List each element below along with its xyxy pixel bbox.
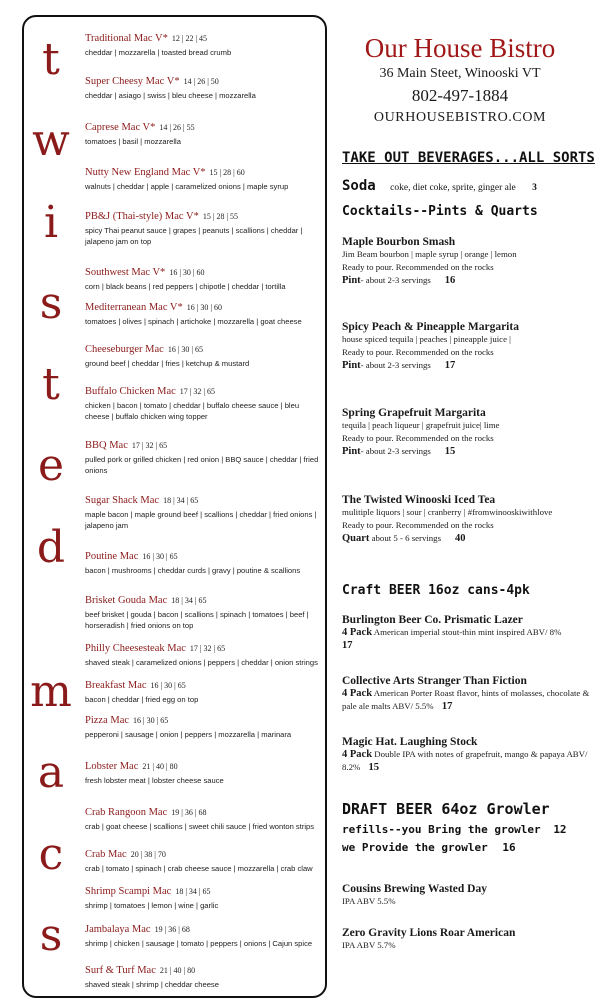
cocktail-ready: Ready to pour. Recommended on the rocks [342,262,494,272]
mac-desc: shaved steak | caramelized onions | peppers | cheddar | onion strings [85,658,318,667]
mac-price: 18 | 34 | 65 [171,596,207,605]
cocktail-name: Spring Grapefruit Margarita [342,407,486,419]
mac-item [85,28,325,58]
mac-name: Super Cheesy Mac V* [85,76,180,87]
growler-refill-row [342,823,567,836]
mac-desc: crab | tomato | spinach | crab cheese sauce | mozzarella | crab claw [85,864,313,873]
mac-name: Crab Rangoon Mac [85,807,168,818]
mac-name: PB&J (Thai-style) Mac V* [85,211,199,222]
mac-item [85,590,325,631]
mac-price: 14 | 26 | 55 [159,123,195,132]
soda-label: Soda [342,178,376,194]
mac-name: Pizza Mac [85,715,130,726]
beer-name: Burlington Beer Co. Prismatic Lazer [342,614,523,626]
cocktail-size: Pint [342,446,361,457]
mac-item [85,490,325,531]
mac-item [85,435,325,476]
beverages-heading: TAKE OUT BEVERAGES...ALL SORTS [342,150,595,166]
mac-price: 16 | 30 | 65 [150,681,186,690]
mac-item [85,117,325,147]
vertical-letter: m [30,666,72,718]
mac-name: Sugar Shack Mac [85,495,160,506]
mac-item [85,297,325,327]
draft-desc: IPA ABV 5.5% [342,896,396,906]
mac-price: 17 | 32 | 65 [179,387,215,396]
mac-price: 19 | 36 | 68 [171,808,207,817]
growler-provide-text: we Provide the growler [342,841,488,854]
beer-item [342,736,602,774]
twisted-macs-vertical-title [24,34,78,961]
vertical-letter: w [32,115,70,167]
mac-desc: maple bacon | maple ground beef | scallions | cheddar | fried onions | jalapeno jam [85,510,317,530]
cocktail-price: 15 [444,446,456,457]
draft-beer-heading: DRAFT BEER 64oz Growler [342,800,550,818]
mac-name: Lobster Mac [85,761,139,772]
mac-desc: shrimp | chicken | sausage | tomato | peppers | onions | Cajun spice [85,939,313,948]
mac-desc: tomatoes | olives | spinach | artichoke | mozzarella | goat cheese [85,317,302,326]
mac-desc: pepperoni | sausage | onion | peppers | mozzarella | marinara [85,730,292,739]
mac-name: BBQ Mac [85,440,128,451]
cocktail-size-note: - about 2-3 servings [360,446,431,456]
mac-name: Philly Cheesesteak Mac [85,643,186,654]
mac-desc: ground beef | cheddar | fries | ketchup & mustard [85,359,250,368]
cocktail-ready: Ready to pour. Recommended on the rocks [342,433,494,443]
mac-desc: pulled pork or grilled chicken | red onion | BBQ sauce | cheddar | fried onions [85,455,319,475]
mac-price: 14 | 26 | 50 [183,77,219,86]
mac-desc: bacon | mushrooms | cheddar curds | gravy | poutine & scallions [85,566,301,575]
cocktail-price: 16 [444,275,456,286]
mac-desc: cheddar | mozzarella | toasted bread crumb [85,48,232,57]
cocktail-desc: house spiced tequila | peaches | pineapple juice | [342,334,511,344]
mac-name: Breakfast Mac [85,680,147,691]
draft-item [342,927,602,952]
mac-item [85,339,325,369]
restaurant-address: 36 Main Steet, Winooski VT [379,66,541,81]
mac-price: 16 | 30 | 60 [169,268,205,277]
beer-pack: 4 Pack [342,688,373,699]
mac-price: 16 | 30 | 65 [167,345,204,354]
vertical-letter: a [37,747,65,799]
soda-items: coke, diet coke, sprite, ginger ale [390,183,516,193]
mac-price: 16 | 30 | 65 [133,716,169,725]
mac-price: 18 | 34 | 65 [163,496,199,505]
cocktail-price: 40 [455,533,466,544]
mac-item [85,802,325,832]
mac-desc: spicy Thai peanut sauce | grapes | peanuts | scallions | cheddar | jalapeno jam on top [85,226,303,246]
beer-item [342,614,602,652]
vertical-letter: t [42,359,60,411]
mac-price: 16 | 30 | 60 [186,303,222,312]
growler-provide-row [342,841,516,854]
mac-desc: cheddar | asiago | swiss | bleu cheese | mozzarella [85,91,256,100]
cocktail-desc: Jim Beam bourbon | maple syrup | orange | lemon [342,249,517,259]
beer-price: 15 [368,762,380,773]
mac-item [85,675,325,705]
vertical-letter: c [38,828,64,880]
mac-price: 16 | 30 | 65 [142,552,178,561]
cocktail-size: Pint [342,360,361,371]
beer-pack: 4 Pack [342,627,373,638]
vertical-letter: i [43,196,59,248]
mac-desc: fresh lobster meat | lobster cheese sauce [85,776,224,785]
cocktail-name: Spicy Peach & Pineapple Margarita [342,321,519,333]
mac-item [85,546,325,576]
mac-desc: chicken | bacon | tomato | cheddar | buffalo cheese sauce | bleu cheese | buffalo chicken wing topper [85,401,300,421]
mac-name: Surf & Turf Mac [85,965,156,976]
mac-item [85,381,325,422]
mac-name: Jambalaya Mac [85,924,151,935]
beer-price: 17 [342,640,353,651]
mac-item [85,881,325,911]
cocktail-desc: mulitiple liquors | sour | cranberry | #fromwinooskiwithlove [342,507,553,517]
mac-desc: shaved steak | shrimp | cheddar cheese [85,980,219,989]
vertical-letter: s [39,277,63,329]
beer-name: Magic Hat. Laughing Stock [342,736,478,748]
mac-price: 18 | 34 | 65 [175,887,211,896]
cocktail-size-note: about 5 - 6 servings [369,533,442,543]
mac-item [85,844,325,874]
cocktail-ready: Ready to pour. Recommended on the rocks [342,347,494,357]
mac-price: 17 | 32 | 65 [189,644,226,653]
mac-price: 21 | 40 | 80 [142,762,178,771]
mac-desc: beef brisket | gouda | bacon | scallions | spinach | tomatoes | beef | horseradish | fried onions on top [85,610,309,630]
mac-name: Buffalo Chicken Mac [85,386,176,397]
mac-desc: walnuts | cheddar | apple | caramelized onions | maple syrup [85,182,289,191]
cocktail-desc: tequila | peach liqueur | grapefruit juice| lime [342,420,500,430]
mac-desc: bacon | cheddar | fried egg on top [85,695,199,704]
restaurant-website: OURHOUSEBISTRO.COM [373,110,547,125]
cocktail-size-note: - about 2-3 servings [360,275,431,285]
draft-item [342,883,602,908]
mac-item [85,162,325,192]
mac-name: Southwest Mac V* [85,267,166,278]
beer-item [342,675,602,713]
mac-item [85,710,325,740]
mac-item [85,919,325,949]
mac-name: Shrimp Scampi Mac [85,886,172,897]
mac-price: 15 | 28 | 60 [209,168,245,177]
vertical-letter: e [37,440,65,492]
mac-name: Nutty New England Mac V* [85,167,206,178]
restaurant-phone: 802-497-1884 [411,86,509,105]
mac-name: Mediterranean Mac V* [85,302,183,313]
beer-price: 17 [441,701,453,712]
restaurant-title: Our House Bistro [364,33,556,63]
soda-price: 3 [532,183,537,193]
mac-price: 21 | 40 | 80 [159,966,196,975]
mac-name: Traditional Mac V* [85,33,168,44]
cocktail-item [342,236,602,287]
mac-desc: shrimp | tomatoes | lemon | wine | garlic [85,901,219,910]
mac-name: Crab Mac [85,849,127,860]
mac-price: 15 | 28 | 55 [202,212,239,221]
cocktail-size: Quart [342,533,370,544]
growler-refill-price: 12 [553,823,567,836]
mac-name: Poutine Mac [85,551,139,562]
cocktail-price: 17 [444,360,456,371]
mac-name: Brisket Gouda Mac [85,595,168,606]
beer-desc: American Porter Roast flavor, hints of molasses, chocolate & pale ale malts ABV/ 5.5% [342,688,590,711]
cocktail-size: Pint [342,275,361,286]
mac-desc: tomatoes | basil | mozzarella [85,137,181,146]
beer-pack: 4 Pack [342,749,373,760]
mac-desc: corn | black beans | red peppers | chipotle | cheddar | tortilla [85,282,286,291]
mac-name: Caprese Mac V* [85,122,156,133]
growler-refill-text: refills--you Bring the growler [342,823,541,836]
mac-item [85,756,325,786]
mac-item [85,960,325,990]
cocktail-ready: Ready to pour. Recommended on the rocks [342,520,494,530]
mac-item [85,262,325,292]
cocktail-item [342,407,602,458]
vertical-letter: s [39,909,63,961]
cocktail-item [342,494,602,545]
cocktail-item [342,321,602,372]
draft-name: Zero Gravity Lions Roar American [342,927,516,939]
mac-item [85,71,325,101]
beer-desc: Double IPA with notes of grapefruit, mango & papaya ABV/ 8.2% [342,749,588,772]
mac-price: 19 | 36 | 68 [154,925,190,934]
mac-name: Cheeseburger Mac [85,344,164,355]
vertical-letter: t [42,34,60,85]
cocktail-name: The Twisted Winooski Iced Tea [342,494,496,506]
vertical-letter: d [36,521,66,573]
beer-name: Collective Arts Stranger Than Fiction [342,675,527,687]
beer-desc: American imperial stout-thin mint inspired ABV/ 8% [373,627,562,637]
cocktails-heading: Cocktails--Pints & Quarts [342,204,538,219]
cocktail-name: Maple Bourbon Smash [342,236,456,248]
mac-price: 20 | 38 | 70 [130,850,166,859]
soda-row [342,178,537,194]
mac-price: 12 | 22 | 45 [171,34,208,43]
draft-name: Cousins Brewing Wasted Day [342,883,487,895]
draft-desc: IPA ABV 5.7% [342,940,396,950]
growler-provide-price: 16 [502,841,516,854]
cocktail-size-note: - about 2-3 servings [360,360,431,370]
craft-beer-heading: Craft BEER 16oz cans-4pk [342,583,530,598]
mac-item [85,638,325,668]
mac-price: 17 | 32 | 65 [131,441,168,450]
mac-item [85,206,325,247]
mac-desc: crab | goat cheese | scallions | sweet chili sauce | fried wonton strips [85,822,315,831]
